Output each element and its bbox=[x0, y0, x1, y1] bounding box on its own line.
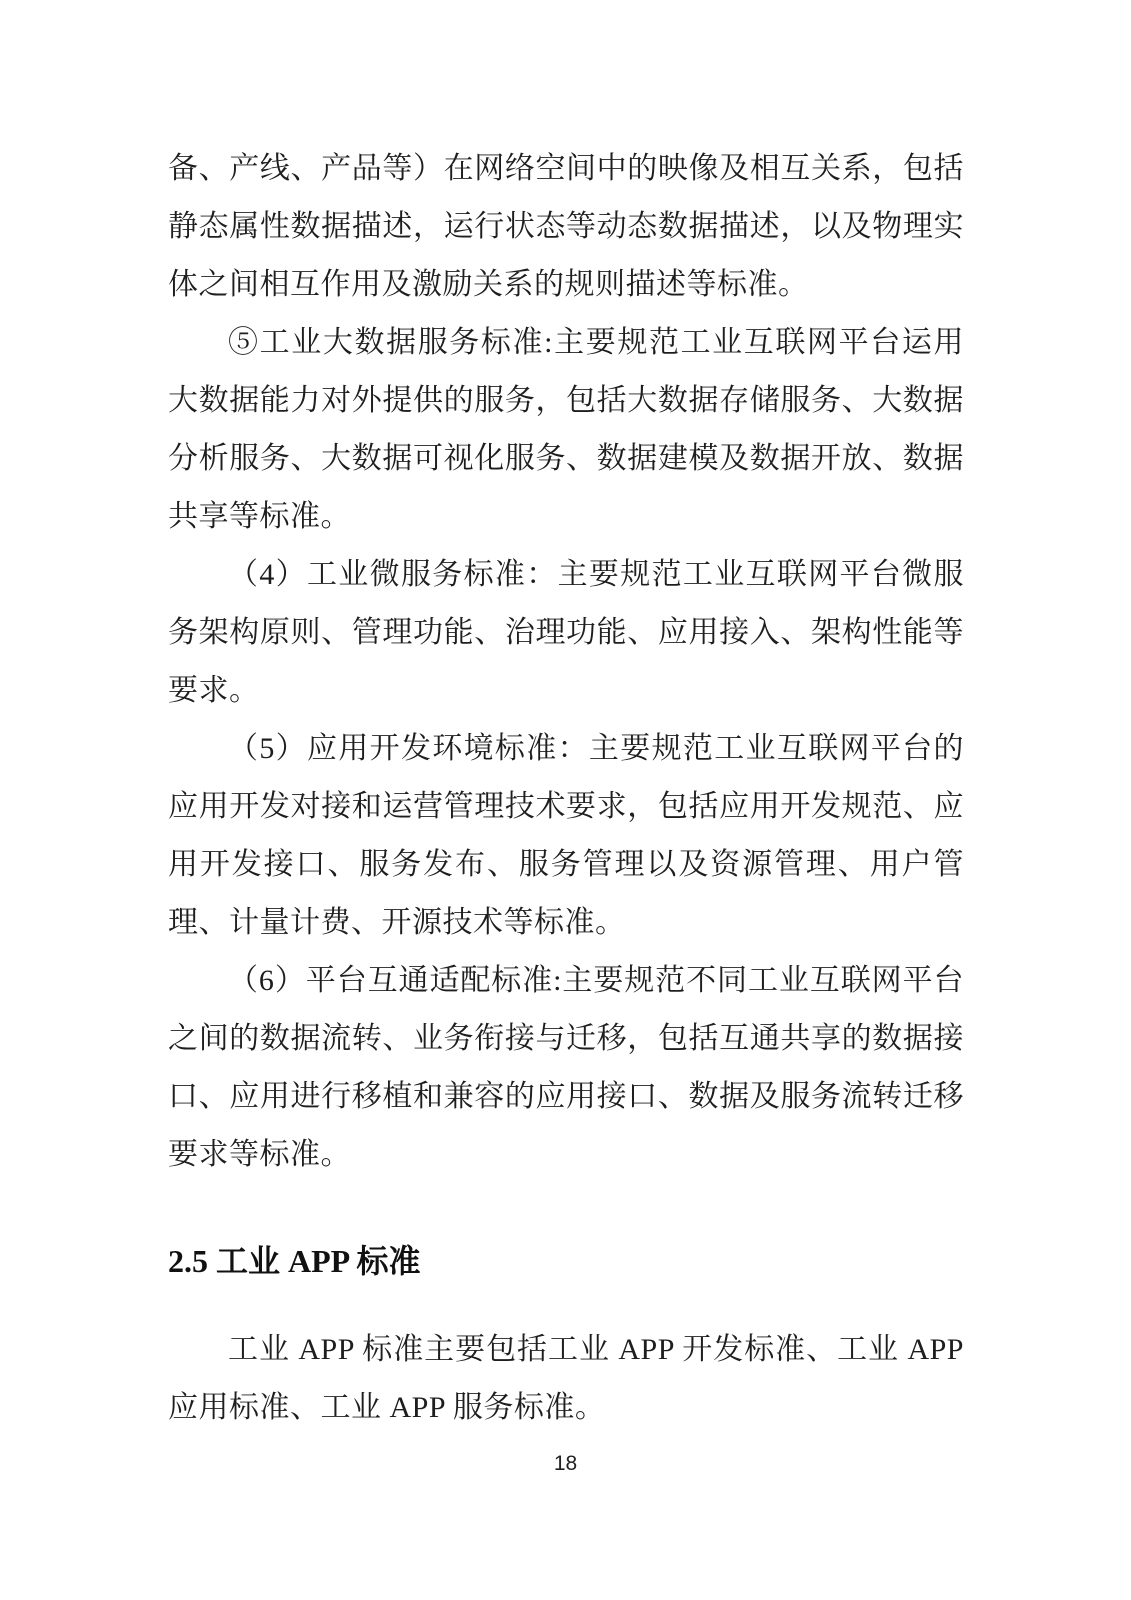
section-heading-2-5-industrial-app-standards: 2.5 工业 APP 标准 bbox=[168, 1243, 421, 1279]
paragraph-industrial-app-standards-overview: 工业 APP 标准主要包括工业 APP 开发标准、工业 APP 应用标准、工业 APP 服务标准。 bbox=[168, 1333, 964, 1424]
page-footer bbox=[0, 1452, 1131, 1476]
page-number: 18 bbox=[553, 1452, 578, 1475]
paragraph-industrial-microservice-standard: （4）工业微服务标准：主要规范工业互联网平台微服务架构原则、管理功能、治理功能、应用接入、架构性能等要求。 bbox=[168, 558, 964, 707]
paragraph-platform-interoperability-standard: （6）平台互通适配标准:主要规范不同工业互联网平台之间的数据流转、业务衔接与迁移，包括互通共享的数据接口、应用进行移植和兼容的应用接口、数据及服务流转迁移要求等标准。 bbox=[168, 964, 964, 1171]
paragraph-industrial-bigdata-service-standard: ⑤工业大数据服务标准:主要规范工业互联网平台运用大数据能力对外提供的服务，包括大数据存储服务、大数据分析服务、大数据可视化服务、数据建模及数据开放、数据共享等标准。 bbox=[168, 326, 964, 533]
paragraph-continuation-object-model: 备、产线、产品等）在网络空间中的映像及相互关系，包括静态属性数据描述，运行状态等动态数据描述，以及物理实体之间相互作用及激励关系的规则描述等标准。 bbox=[168, 152, 964, 301]
paragraph-app-dev-environment-standard: （5）应用开发环境标准：主要规范工业互联网平台的应用开发对接和运营管理技术要求，包括应用开发规范、应用开发接口、服务发布、服务管理以及资源管理、用户管理、计量计费、开源技术等标准。 bbox=[168, 732, 964, 939]
document-content-area bbox=[168, 140, 964, 1437]
